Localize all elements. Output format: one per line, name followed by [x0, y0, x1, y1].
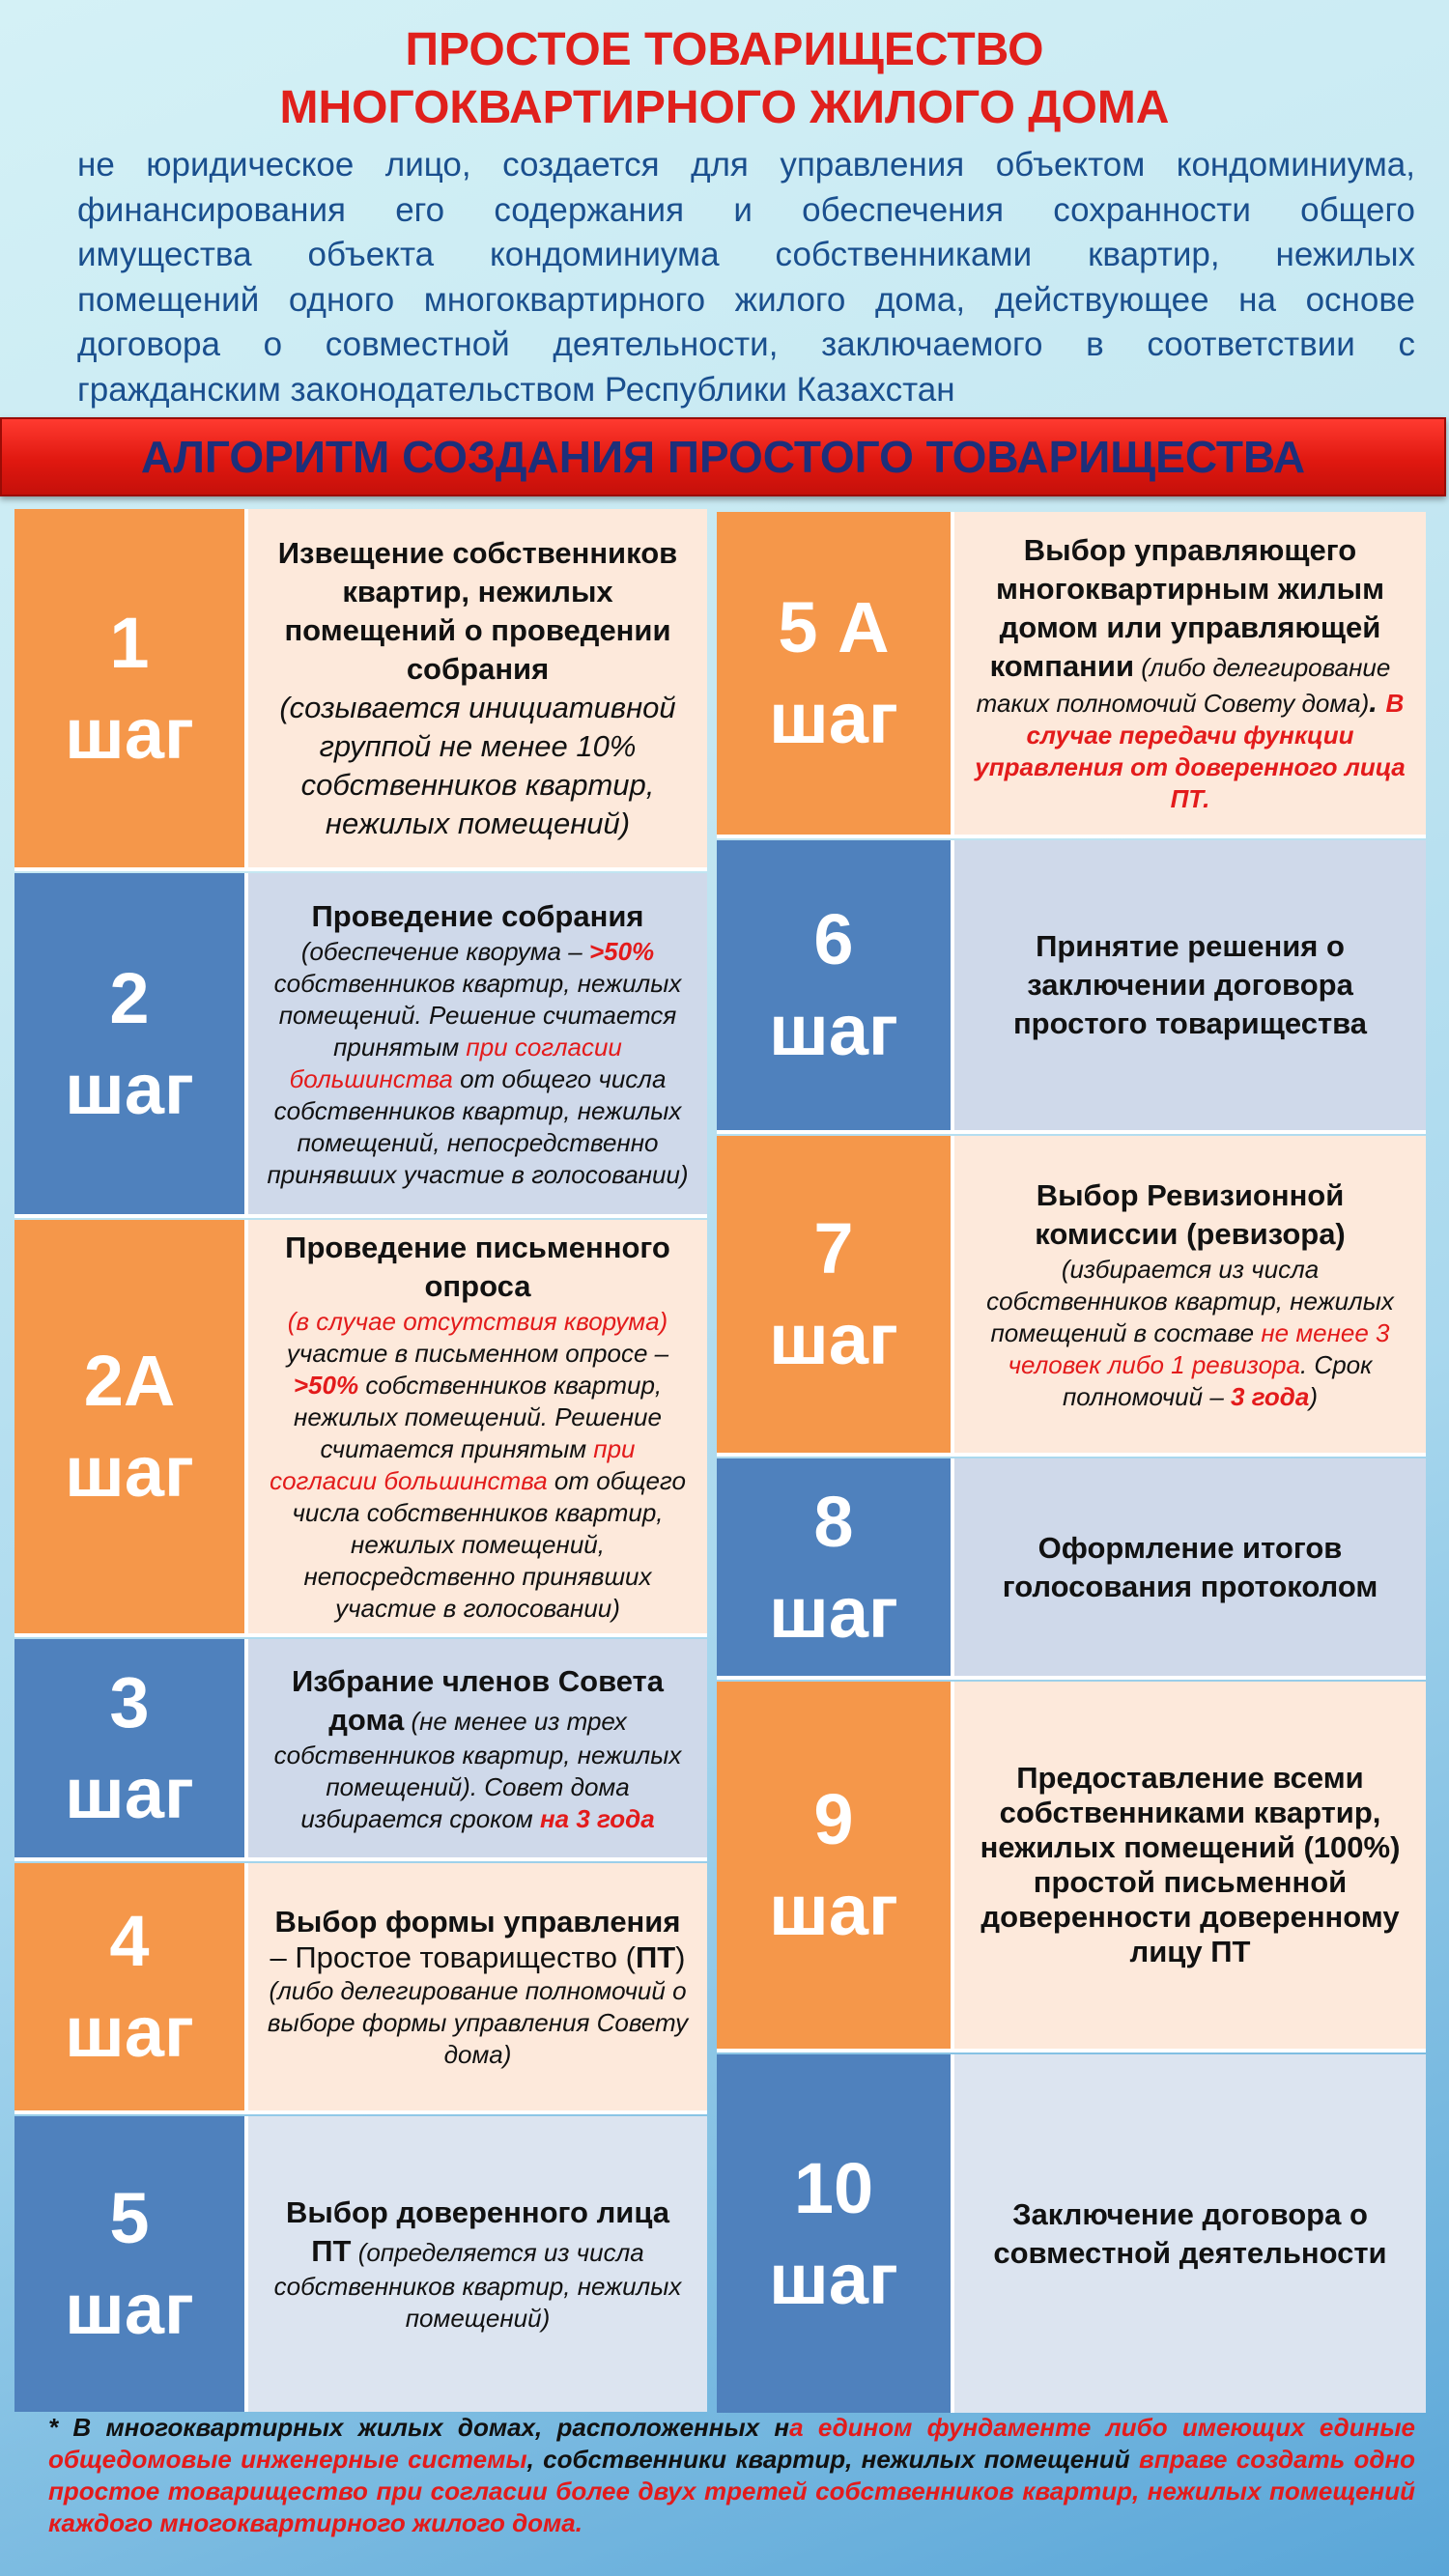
form-text: )	[675, 1940, 686, 1974]
step-number: 10	[793, 2147, 874, 2228]
step-9-row	[717, 1682, 1426, 2052]
step-word: шаг	[769, 1870, 898, 1950]
step-number: 2	[109, 957, 150, 1038]
step-number: 3	[109, 1662, 150, 1742]
step-number: 7	[813, 1208, 854, 1288]
intro-line: имущества объекта кондоминиума собственниками квартир, нежилых	[77, 236, 1415, 273]
step-3-row	[14, 1639, 707, 1861]
step-heading: Выбор доверенного лица ПТ	[285, 2195, 670, 2268]
step-heading: Выбор Ревизионной комиссии (ревизора)	[1035, 1177, 1346, 1251]
step-number: 4	[109, 1901, 150, 1981]
step-7-description	[954, 1136, 1426, 1453]
step-1-description	[248, 509, 707, 867]
transfer-text: В случае передачи функции управления от доверенного лица ПТ.	[975, 689, 1406, 813]
footnote-highlight: вправе создать одно простое товарищество при согласии более двух третей собственников квартир, нежилых помещений каждого многоквартирного жилого дома.	[48, 2445, 1415, 2537]
note-text: . Срок полномочий –	[1062, 1349, 1373, 1411]
step-note	[266, 1306, 690, 1625]
step-8-row	[717, 1458, 1426, 1680]
members-text: не менее 3 человек либо 1 ревизора	[1008, 1317, 1390, 1379]
step-heading: Выбор формы управления	[274, 1905, 681, 1939]
step-5a-badge	[717, 512, 954, 835]
quorum-value: >50%	[293, 1371, 359, 1400]
majority-text: при согласии большинства	[270, 1434, 636, 1495]
footnote-text: В многоквартирных жилых домах, расположенных н	[72, 2413, 790, 2442]
intro-line: не юридическое лицо, создается для управления объектом кондоминиума,	[77, 146, 1415, 184]
intro-line: договора о совместной деятельности, заключаемого в соответствии с	[77, 326, 1415, 363]
step-number: 8	[813, 1481, 854, 1562]
step-5a-description	[954, 512, 1426, 835]
step-number: 5 А	[778, 587, 890, 667]
step-6-description	[954, 840, 1426, 1130]
note-text: от общего числа собственников квартир, нежилых помещений, непосредственно принявших участие в голосовании)	[267, 1063, 689, 1189]
step-note: (созывается инициативной группой не менее 10% собственников квартир, нежилых помещений)	[279, 690, 676, 840]
step-5a-row	[717, 512, 1426, 838]
step-word: шаг	[769, 1571, 898, 1653]
term-text: на 3 года	[539, 1803, 655, 1833]
step-number: 1	[109, 602, 150, 683]
step-note	[972, 1254, 1408, 1413]
step-heading: Выбор управляющего многоквартирным жилым домом или управляющей компании	[989, 533, 1385, 683]
step-note	[266, 2194, 690, 2335]
note-text: собственников квартир, нежилых помещений. Решение считается принятым	[273, 968, 682, 1062]
no-quorum-text: (в случае отсутствия кворума)	[287, 1307, 668, 1336]
pt-abbr: ПТ	[635, 1940, 676, 1974]
step-2-badge	[14, 873, 248, 1214]
step-heading: Избрание членов Совета дома	[292, 1663, 664, 1737]
step-5-description	[248, 2116, 707, 2412]
quorum-value: >50%	[588, 936, 655, 966]
step-5-row	[14, 2116, 707, 2412]
step-8-badge	[717, 1458, 954, 1676]
step-word: шаг	[65, 2269, 194, 2349]
step-7-badge	[717, 1136, 954, 1453]
note-text: (обеспечение кворума –	[300, 936, 589, 966]
step-note	[266, 1662, 690, 1835]
majority-text: при согласии большинства	[289, 1032, 622, 1093]
step-2a-description	[248, 1220, 707, 1633]
step-10-badge	[717, 2054, 954, 2413]
step-4-row	[14, 1863, 707, 2114]
step-heading: Извещение собственников квартир, нежилых помещений о проведении собрания	[277, 535, 678, 686]
steps-right-column	[717, 512, 1426, 2413]
title-line-1: ПРОСТОЕ ТОВАРИЩЕСТВО	[405, 24, 1044, 75]
note-text: (не менее из трех собственников квартир, нежилых помещений). Совет дома избирается сроком	[273, 1706, 682, 1833]
step-heading: Принятие решения о заключении договора простого товарищества	[1012, 929, 1368, 1040]
footnote-text: , собственники квартир, нежилых помещений	[526, 2445, 1140, 2474]
step-word: шаг	[65, 1753, 194, 1833]
title-line-2: МНОГОКВАРТИРНОГО ЖИЛОГО ДОМА	[279, 82, 1170, 133]
step-1-badge	[14, 509, 248, 867]
step-4-description	[248, 1863, 707, 2110]
step-heading: Проведение письменного опроса	[285, 1231, 670, 1303]
intro-paragraph	[77, 143, 1415, 412]
form-text: – Простое товарищество (	[270, 1940, 636, 1974]
step-3-description	[248, 1639, 707, 1857]
step-1-row	[14, 509, 707, 871]
step-10-row	[717, 2054, 1426, 2413]
step-word: шаг	[65, 1992, 194, 2072]
step-word: шаг	[769, 1299, 898, 1379]
step-number: 6	[813, 899, 854, 979]
page-title	[0, 21, 1449, 137]
note-text: .	[1369, 685, 1386, 719]
note-text: собственников квартир, нежилых помещений. Решение считается принятым	[294, 1371, 663, 1463]
step-6-badge	[717, 840, 954, 1130]
step-heading: Оформление итогов голосования протоколом	[1002, 1530, 1378, 1603]
step-note	[266, 936, 690, 1191]
step-3-badge	[14, 1639, 248, 1857]
intro-line: гражданским законодательством Республики Казахстан	[77, 370, 955, 409]
footnote-star: *	[48, 2413, 73, 2442]
step-heading: Проведение собрания	[311, 898, 644, 933]
term-text: 3 года	[1231, 1381, 1310, 1411]
step-word: шаг	[65, 693, 194, 774]
step-2a-badge	[14, 1220, 248, 1633]
step-heading: Заключение договора о совместной деятельности	[993, 2196, 1387, 2270]
steps-left-column	[14, 509, 707, 2412]
step-word: шаг	[769, 990, 898, 1070]
step-9-description	[954, 1682, 1426, 2049]
note-text: от общего числа собственников квартир, нежилых помещений, непосредственно принявших участие в голосовании)	[292, 1466, 686, 1623]
note-text: (либо делегирование полномочий о выборе формы управления Совету дома)	[267, 1976, 689, 2069]
note-text: (либо делегирование таких полномочий Совету дома)	[976, 653, 1391, 718]
step-9-badge	[717, 1682, 954, 2049]
algorithm-banner: АЛГОРИТМ СОЗДАНИЯ ПРОСТОГО ТОВАРИЩЕСТВА	[0, 417, 1446, 496]
step-number: 2А	[83, 1341, 176, 1421]
step-7-row	[717, 1136, 1426, 1457]
step-4-badge	[14, 1863, 248, 2110]
step-word: шаг	[65, 1048, 194, 1129]
footnote-highlight: а едином фундаменте либо имеющих единые общедомовые инженерные системы	[48, 2413, 1415, 2474]
step-word: шаг	[769, 2238, 898, 2319]
step-2-row	[14, 873, 707, 1218]
intro-line: финансирования его содержания и обеспечения сохранности общего	[77, 190, 1415, 229]
step-6-row	[717, 840, 1426, 1134]
step-word: шаг	[769, 678, 898, 758]
step-heading: Предоставление всеми собственниками квартир, нежилых помещений (100%) простой письменной доверенности доверенному лицу ПТ	[980, 1761, 1401, 1968]
step-10-description	[954, 2054, 1426, 2413]
step-5-badge	[14, 2116, 248, 2412]
step-word: шаг	[65, 1431, 194, 1512]
step-note	[266, 1903, 690, 2071]
note-text: (избирается из числа собственников квартир, нежилых помещений в составе	[986, 1254, 1394, 1347]
intro-line: помещений одного многоквартирного жилого дома, действующее на основе	[77, 280, 1415, 319]
step-number: 5	[109, 2178, 150, 2258]
step-number: 9	[813, 1779, 854, 1859]
footnote	[48, 2412, 1415, 2539]
step-8-description	[954, 1458, 1426, 1676]
note-text: )	[1309, 1381, 1319, 1411]
note-text: участие в письменном опросе –	[286, 1339, 669, 1368]
step-note	[972, 531, 1408, 815]
step-2a-row	[14, 1220, 707, 1637]
step-2-description	[248, 873, 707, 1214]
note-text: (определяется из числа собственников квартир, нежилых помещений)	[273, 2238, 682, 2333]
